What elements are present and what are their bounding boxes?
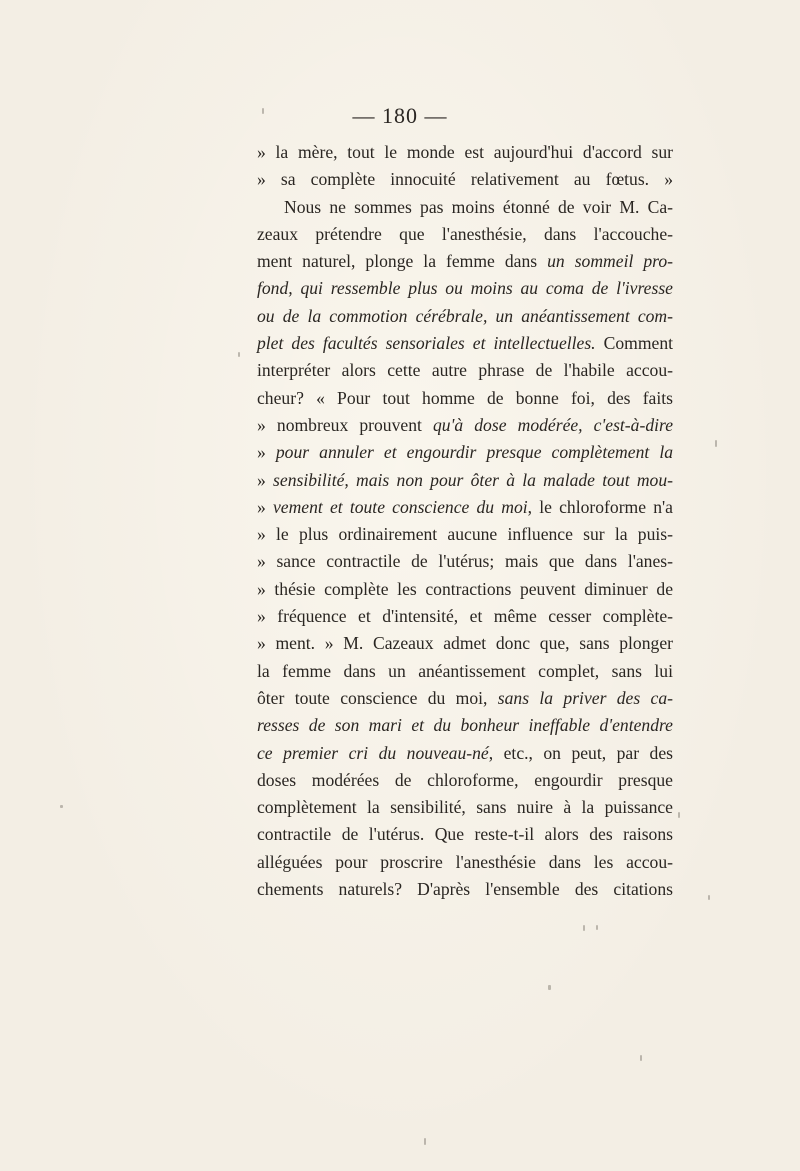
text-line bbox=[257, 630, 673, 657]
text-segment: , etc., on peut, par des bbox=[488, 742, 673, 763]
text-line bbox=[257, 712, 673, 739]
text-segment: ôter toute conscience du moi, bbox=[257, 687, 498, 708]
scan-speck bbox=[60, 805, 63, 808]
text-segment: » fréquence et d'intensité, et même cesser complète- bbox=[257, 606, 673, 627]
text-line bbox=[257, 849, 673, 876]
italic-text: fond, qui ressemble plus ou moins au coma de l'ivresse bbox=[257, 278, 673, 299]
scan-speck bbox=[424, 1138, 426, 1145]
text-line bbox=[257, 275, 673, 302]
text-segment: » la mère, tout le monde est aujourd'hui d'accord sur bbox=[257, 142, 673, 162]
text-segment: doses modérées de chloroforme, engourdir presque bbox=[257, 769, 673, 790]
text-segment: contractile de l'utérus. Que reste-t-il alors des raisons bbox=[257, 824, 673, 845]
text-segment: Comment bbox=[595, 333, 673, 354]
italic-text: resses de son mari et du bonheur ineffable d'entendre bbox=[257, 715, 673, 736]
text-line bbox=[257, 248, 673, 275]
scan-speck bbox=[715, 440, 717, 447]
text-line bbox=[257, 194, 673, 221]
scan-speck bbox=[678, 812, 680, 818]
text-segment: zeaux prétendre que l'anesthésie, dans l'accouche- bbox=[257, 223, 673, 244]
italic-text: qu'à dose modérée, c'est-à-dire bbox=[433, 414, 674, 435]
text-segment: interpréter alors cette autre phrase de l'habile accou- bbox=[257, 360, 673, 381]
scan-speck bbox=[596, 925, 598, 930]
text-line bbox=[257, 794, 673, 821]
text-line bbox=[257, 548, 673, 575]
text-segment: » bbox=[257, 442, 276, 463]
text-line bbox=[257, 467, 673, 494]
text-line bbox=[257, 357, 673, 384]
text-segment: » sance contractile de l'utérus; mais que dans l'anes- bbox=[257, 551, 673, 572]
text-line bbox=[257, 412, 673, 439]
scan-speck bbox=[548, 985, 551, 990]
text-segment: cheur? « Pour tout homme de bonne foi, des faits bbox=[257, 387, 673, 408]
text-line bbox=[257, 303, 673, 330]
italic-text: plet des facultés sensoriales et intellectuelles. bbox=[257, 333, 596, 354]
text-line bbox=[257, 603, 673, 630]
text-line bbox=[257, 330, 673, 357]
text-segment: » ment. » M. Cazeaux admet donc que, sans plonger bbox=[257, 633, 673, 654]
scan-speck bbox=[708, 895, 710, 900]
text-line bbox=[257, 821, 673, 848]
scan-speck bbox=[640, 1055, 642, 1061]
italic-text: vement et toute conscience du moi bbox=[272, 496, 528, 517]
text-line bbox=[257, 767, 673, 794]
text-segment: » thésie complète les contractions peuvent diminuer de bbox=[257, 578, 673, 599]
text-segment: » bbox=[257, 496, 273, 517]
text-line bbox=[257, 166, 673, 193]
text-segment: » nombreux prouvent bbox=[257, 414, 433, 435]
text-segment: Nous ne sommes pas moins étonné de voir M. Ca- bbox=[284, 196, 673, 217]
text-line bbox=[257, 494, 673, 521]
text-segment: » sa complète innocuité relativement au fœtus. » bbox=[257, 169, 673, 190]
text-segment: chements naturels? D'après l'ensemble des citations bbox=[257, 879, 673, 900]
italic-text: ou de la commotion cérébrale, un anéantissement com- bbox=[257, 305, 673, 326]
text-line bbox=[257, 385, 673, 412]
body-text bbox=[257, 139, 673, 903]
text-segment: alléguées pour proscrire l'anesthésie dans les accou- bbox=[257, 851, 673, 872]
text-line bbox=[257, 139, 673, 166]
text-segment: complètement la sensibilité, sans nuire à la puissance bbox=[257, 797, 673, 818]
text-segment: ment naturel, plonge la femme dans bbox=[257, 251, 548, 272]
page-number: — 180 — bbox=[352, 103, 448, 128]
italic-text: pour annuler et engourdir presque complètement la bbox=[275, 442, 673, 463]
text-segment: , le chloroforme n'a bbox=[527, 496, 673, 517]
text-line bbox=[257, 221, 673, 248]
italic-text: sans la priver des ca- bbox=[497, 687, 674, 708]
text-line bbox=[257, 576, 673, 603]
italic-text: sensibilité, mais non pour ôter à la malade tout mou- bbox=[273, 469, 673, 490]
scan-speck bbox=[238, 352, 240, 357]
text-line bbox=[257, 876, 673, 903]
scan-speck bbox=[583, 925, 585, 931]
text-segment: » le plus ordinairement aucune influence sur la puis- bbox=[257, 524, 673, 545]
text-line bbox=[257, 439, 673, 466]
text-line bbox=[257, 521, 673, 548]
italic-text: ce premier cri du nouveau-né bbox=[257, 742, 489, 763]
italic-text: un sommeil pro- bbox=[547, 251, 673, 272]
text-line bbox=[257, 658, 673, 685]
text-line bbox=[257, 685, 673, 712]
text-line bbox=[257, 740, 673, 767]
text-segment: » bbox=[257, 469, 274, 490]
text-segment: la femme dans un anéantissement complet, sans lui bbox=[257, 660, 673, 681]
